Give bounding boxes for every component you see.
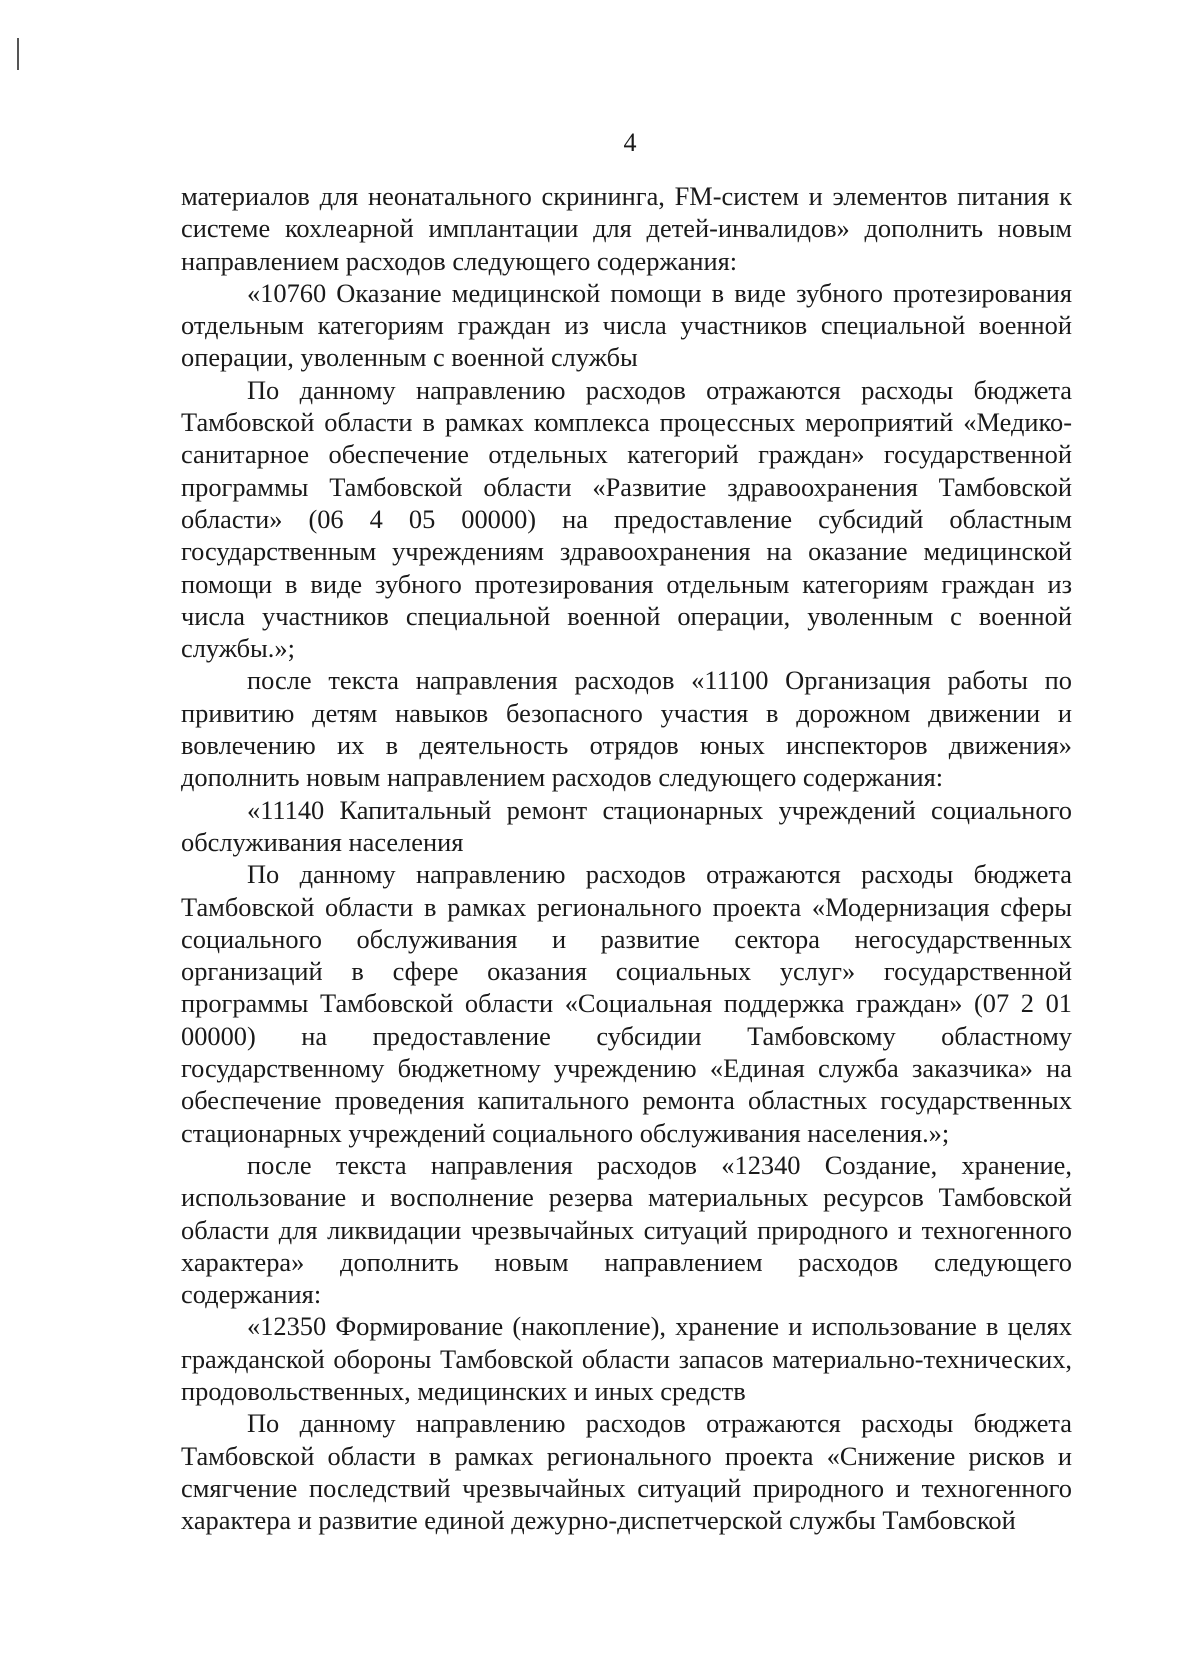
paragraph-continuation: материалов для неонатального скрининга, FM-систем и элементов питания к системе кохлеарной имплантации для детей-инвалидов» дополнить новым направлением расходов следующего содержания:: [181, 181, 1072, 276]
paragraph-after-11100: после текста направления расходов «11100 Организация работы по привитию детям навыков безопасного участия в дорожном движении и вовлечению их в деятельность отрядов юных инспекторов движения» дополнить новым направлением расходов следующего содержания:: [181, 665, 1072, 793]
page-number: 4: [623, 128, 637, 157]
paragraph-expense-12350-description: По данному направлению расходов отражаются расходы бюджета Тамбовской области в рамках регионального проекта «Снижение рисков и смягчение последствий чрезвычайных ситуаций природного и техногенного характера и развитие единой дежурно-диспетчерской службы Тамбовской: [181, 1408, 1072, 1536]
paragraph-expense-12350-title: «12350 Формирование (накопление), хранение и использование в целях гражданской обороны Тамбовской области запасов материально-технических, продовольственных, медицинских и иных средств: [181, 1311, 1072, 1406]
paragraph-expense-10760-title: «10760 Оказание медицинской помощи в виде зубного протезирования отдельным категориям граждан из числа участников специальной военной операции, уволенным с военной службы: [181, 277, 1072, 373]
paragraph-after-12340: после текста направления расходов «12340 Создание, хранение, использование и восполнение резерва материальных ресурсов Тамбовской области для ликвидации чрезвычайных ситуаций природного и техногенного характера» дополнить новым направлением расходов следующего содержания:: [181, 1149, 1072, 1310]
scan-margin-mark: [17, 38, 19, 70]
paragraph-expense-10760-description: По данному направлению расходов отражаются расходы бюджета Тамбовской области в рамках комплекса процессных мероприятий «Медико-санитарное обеспечение отдельных категорий граждан» государственной программы Тамбовской области «Развитие здравоохранения Тамбовской области» (06 4 05 00000) на предоставление субсидий областным государственным учреждениям здравоохранения на оказание медицинской помощи в виде зубного протезирования отдельным категориям граждан из числа участников специальной военной операции, уволенным с военной службы.»;: [181, 374, 1072, 664]
document-body: [181, 180, 1072, 1536]
paragraph-expense-11140-description: По данному направлению расходов отражаются расходы бюджета Тамбовской области в рамках регионального проекта «Модернизация сферы социального обслуживания и развитие сектора негосударственных организаций в сфере оказания социальных услуг» государственной программы Тамбовской области «Социальная поддержка граждан» (07 2 01 00000) на предоставление субсидии Тамбовскому областному государственному бюджетному учреждению «Единая служба заказчика» на обеспечение проведения капитального ремонта областных государственных стационарных учреждений социального обслуживания населения.»;: [181, 859, 1072, 1148]
paragraph-expense-11140-title: «11140 Капитальный ремонт стационарных учреждений социального обслуживания населения: [181, 794, 1072, 857]
